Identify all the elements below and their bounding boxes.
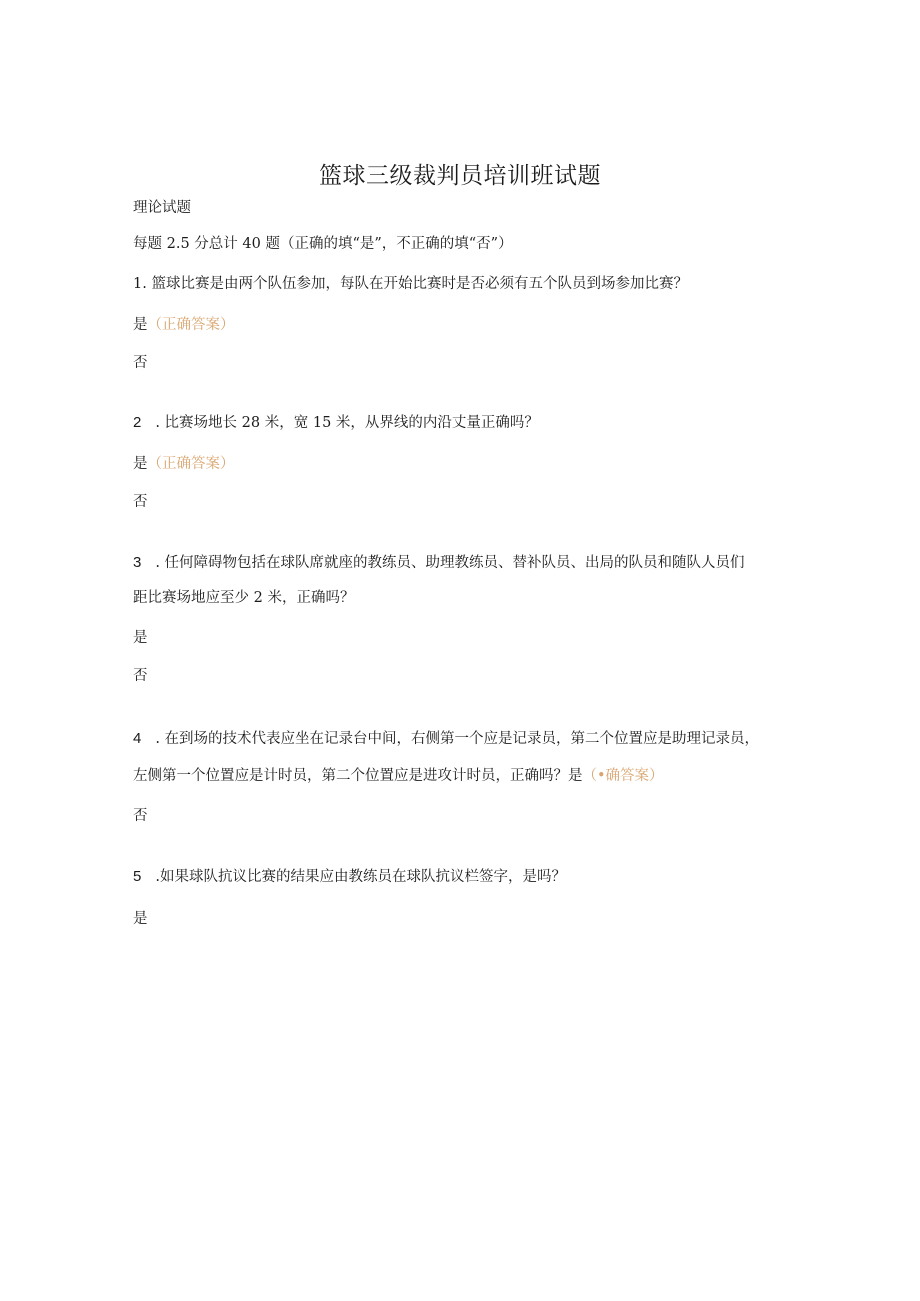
question-1-yes-option [133,318,235,333]
question-3-yes-option: 是 [133,630,148,646]
question-number: 2 [133,414,142,431]
question-1-no-option: 否 [133,355,148,371]
question-3-text-line1 [133,555,745,571]
question-number: 5 [133,868,142,885]
question-body: . 比赛场地长 28 米，宽 15 米，从界线的内沿丈量正确吗？ [155,415,539,431]
question-3-text-line2: 距比赛场地应至少 2 米，正确吗？ [133,590,355,606]
instruction-text: 每题 2.5 分总计 40 题（正确的填“是”，不正确的填“否”） [133,236,513,252]
question-5-text [133,869,566,885]
correct-answer-note: （正确答案） [147,456,235,472]
question-5-yes-option: 是 [133,911,148,927]
question-body: . 在到场的技术代表应坐在记录台中间，右侧第一个应是记录员，第二个位置应是助理记录员， [155,731,760,747]
question-2-yes-option [133,457,235,472]
option-yes-label: 是 [133,317,148,333]
question-number: 4 [133,730,142,747]
section-heading: 理论试题 [133,200,191,216]
question-4-no-option: 否 [133,808,148,824]
correct-answer-note: （•确答案） [582,768,664,784]
document-title: 篮球三级裁判员培训班试题 [319,163,601,189]
option-yes-label: 是 [133,456,148,472]
question-4-text-line1 [133,731,759,747]
question-1-text: 1. 篮球比赛是由两个队伍参加，每队在开始比赛时是否必须有五个队员到场参加比赛？ [133,276,688,292]
question-body: . 任何障碍物包括在球队席就座的教练员、助理教练员、替补队员、出局的队员和随队人员们 [155,555,745,571]
question-body: 左侧第一个位置应是计时员，第二个位置应是进攻计时员，正确吗？是 [133,768,583,784]
question-2-no-option: 否 [133,494,148,510]
question-2-text [133,415,539,431]
question-body: .如果球队抗议比赛的结果应由教练员在球队抗议栏签字，是吗？ [155,869,566,885]
question-4-text-line2 [133,769,664,784]
correct-answer-note: （正确答案） [147,317,235,333]
question-number: 3 [133,554,142,571]
question-3-no-option: 否 [133,668,148,684]
